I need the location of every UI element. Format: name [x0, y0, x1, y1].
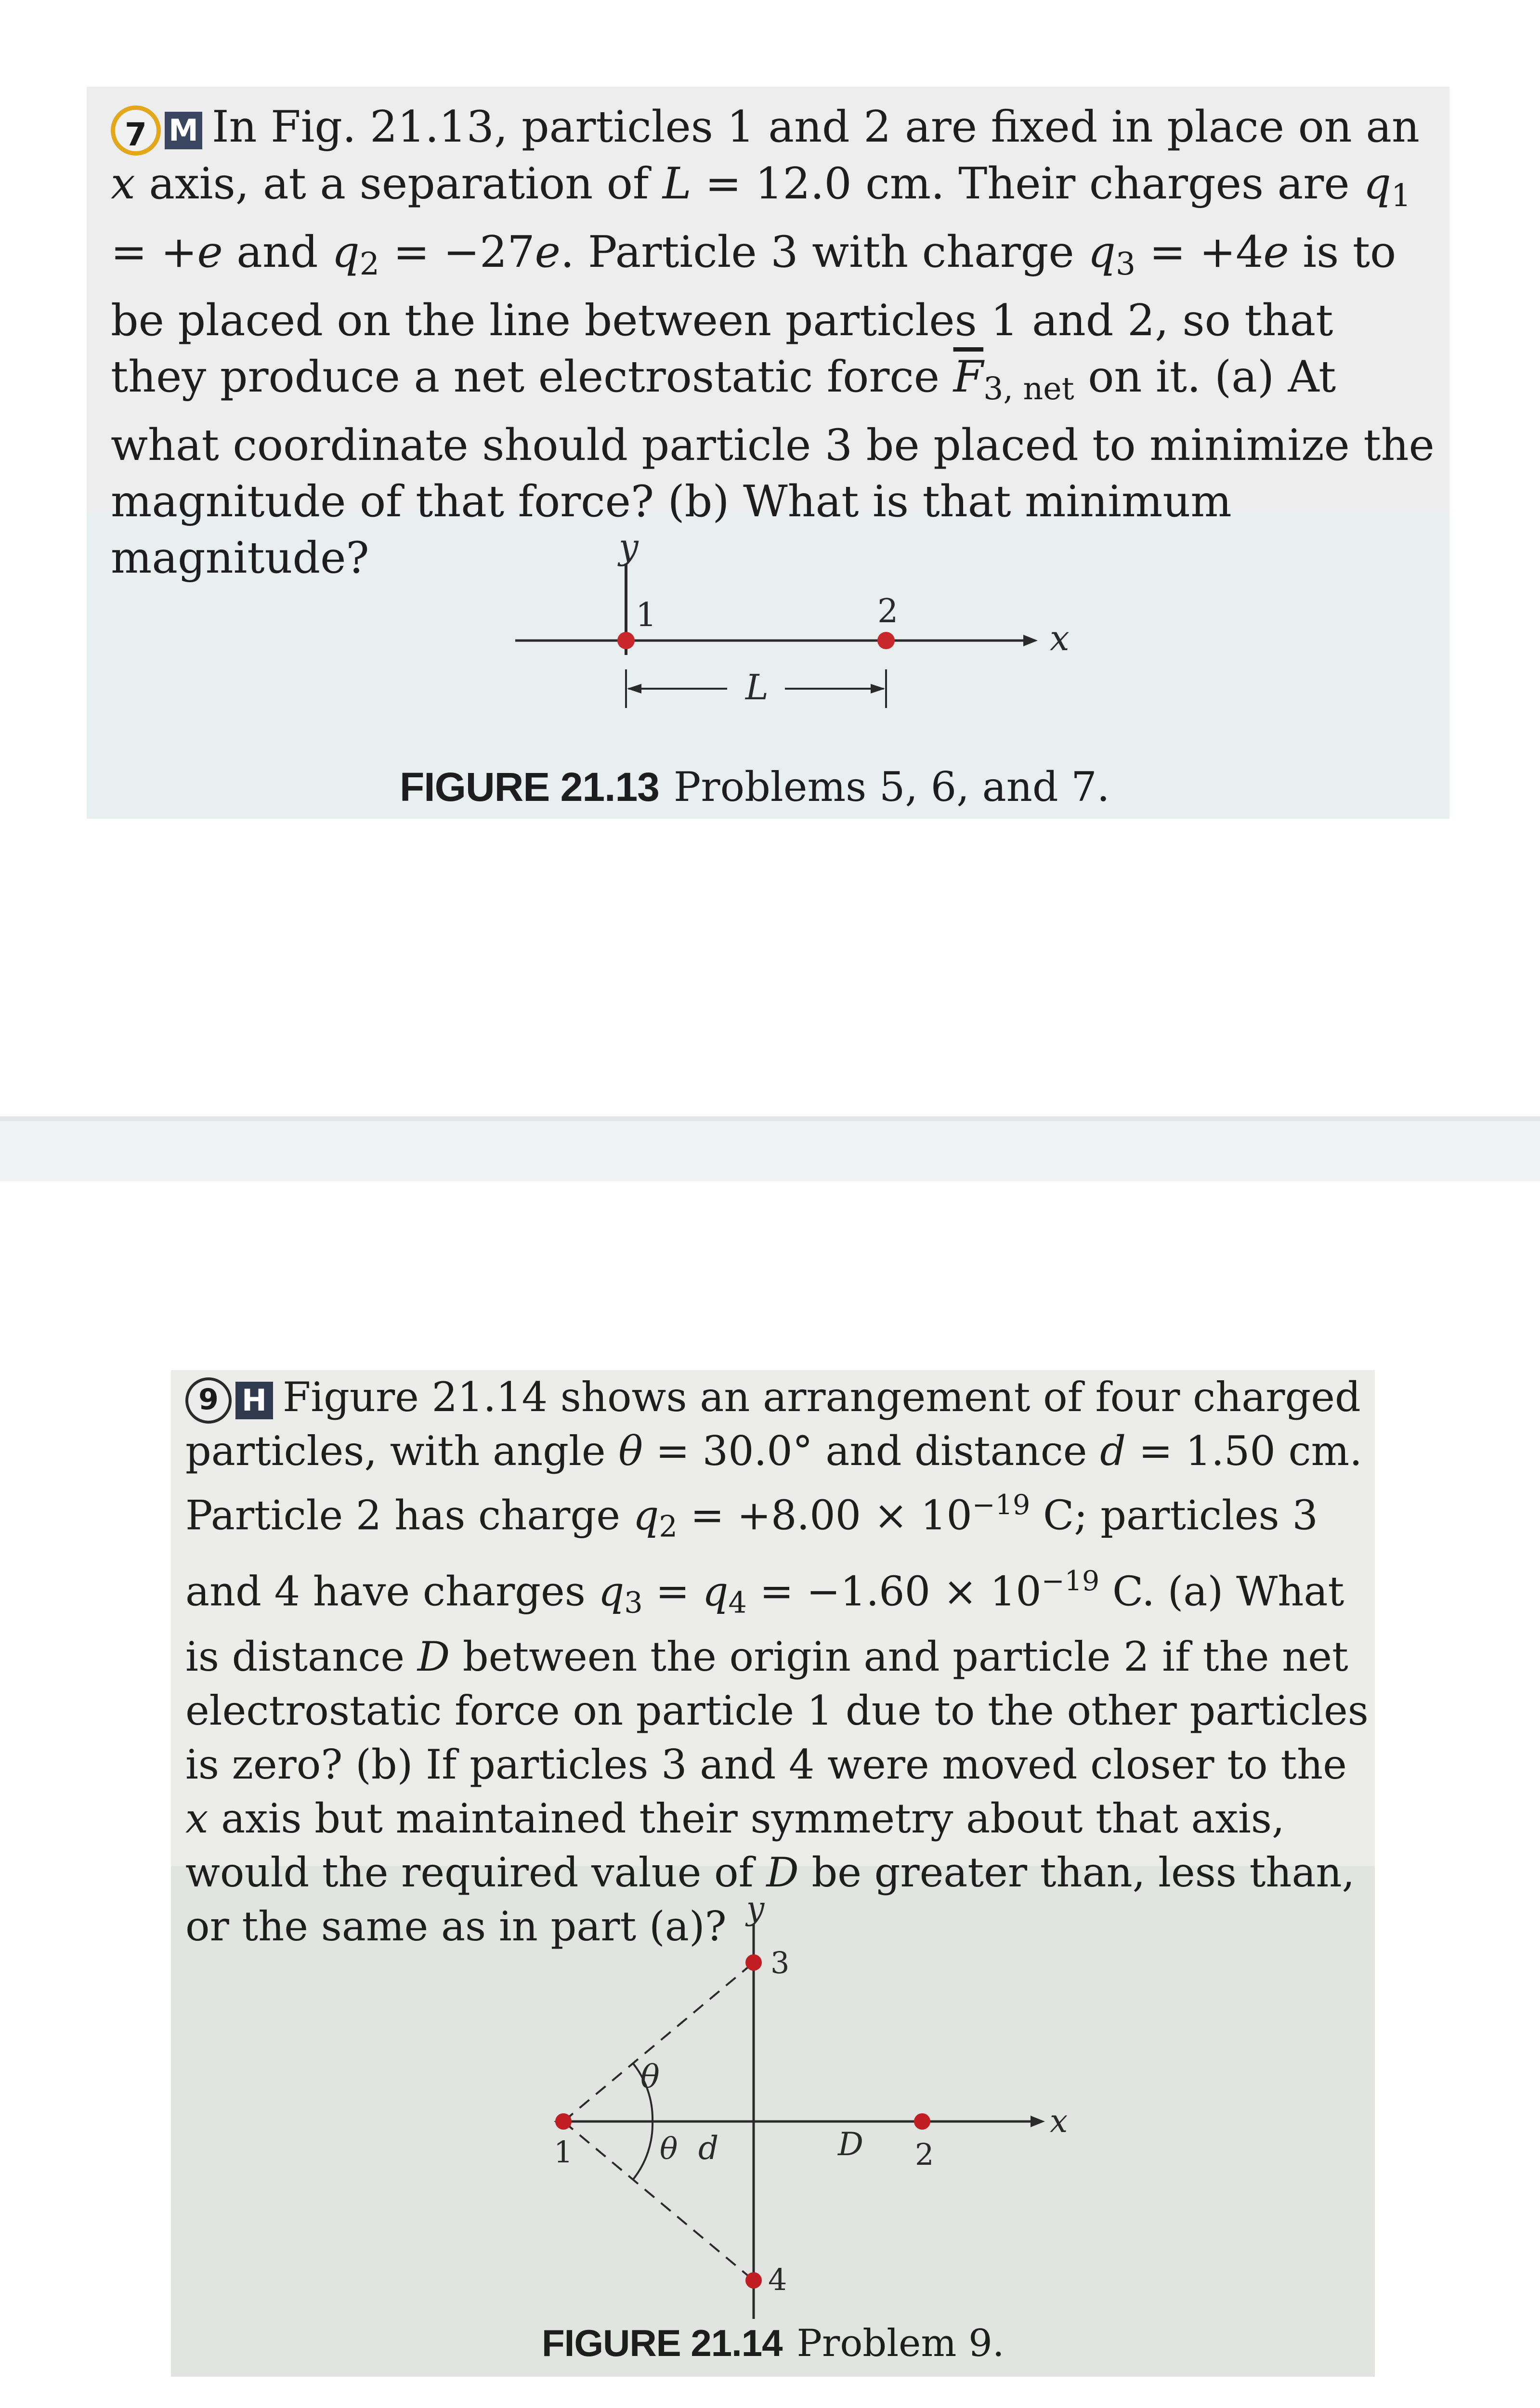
text-segment: = −1.60 × 10 — [746, 1567, 1042, 1615]
math-var: x — [111, 158, 135, 209]
math-var: D — [417, 1633, 450, 1681]
text-segment: C; particles 3 and 4 have charges — [185, 1492, 1318, 1615]
y-axis-label: y — [746, 1890, 765, 1927]
x-axis-label: x — [1050, 618, 1070, 658]
math-var: q — [332, 226, 360, 277]
text-segment: axis but maintained their symmetry about that axis, would the required value of — [185, 1795, 1285, 1897]
math-var: q — [1363, 158, 1391, 209]
difficulty-badge: M — [165, 112, 202, 149]
angle-label-upper: θ — [640, 2058, 660, 2095]
difficulty-badge: H — [235, 1382, 273, 1419]
vector-var: $\overline{F}$ — [953, 352, 984, 403]
math-var: e — [1263, 226, 1289, 277]
exponent: −19 — [1041, 1565, 1100, 1597]
x-axis-arrowhead — [1031, 2116, 1045, 2127]
text-segment: = 12.0 cm. Their charges are — [691, 158, 1364, 209]
figure-caption-label: FIGURE 21.13 — [400, 764, 659, 810]
math-var: θ — [618, 1427, 643, 1475]
problem-number-badge: 9 — [185, 1377, 232, 1424]
figure-caption — [400, 763, 1109, 811]
subscript: 3, net — [983, 371, 1074, 407]
dashed-line-upper — [563, 1963, 754, 2121]
figure-caption-text: Problem 9. — [796, 2322, 1005, 2365]
distance-D-label: D — [838, 2126, 863, 2163]
particle-4 — [745, 2272, 762, 2289]
particle-1-label: 1 — [636, 596, 657, 634]
text-segment: = 30.0° and distance — [642, 1427, 1100, 1475]
text-segment: = 1.50 cm. Particle 2 has charge — [185, 1427, 1362, 1539]
text-segment: and — [222, 226, 332, 277]
figure-caption — [542, 2321, 1005, 2365]
text-segment: = — [642, 1567, 703, 1615]
text-segment: be greater than, less than, or the same as in part (a)? — [185, 1849, 1355, 1950]
dimension-arrowhead-right — [871, 684, 885, 694]
subscript: 3 — [1115, 246, 1136, 283]
text-segment: axis, at a separation of — [135, 158, 663, 209]
problem-number-badge: 7 — [111, 105, 161, 156]
angle-label-lower: θ — [660, 2131, 678, 2166]
problem-7-panel — [87, 87, 1449, 819]
particle-3-label: 3 — [770, 1945, 790, 1980]
dimension-arrowhead-left — [627, 684, 641, 694]
text-segment: Figure 21.14 shows an arrangement of four charged particles, with angle — [185, 1374, 1361, 1475]
subscript: 1 — [1391, 177, 1411, 214]
text-segment: C. (a) What is distance — [185, 1567, 1344, 1681]
subscript: 4 — [728, 1586, 747, 1620]
particle-2 — [914, 2113, 930, 2130]
text-segment: = + — [111, 226, 197, 277]
figure-caption-text: Problems 5, 6, and 7. — [673, 763, 1110, 811]
particle-2 — [877, 632, 895, 649]
problem-9-panel — [171, 1370, 1375, 2377]
math-var: L — [662, 158, 692, 209]
x-axis-label: x — [1050, 2103, 1068, 2140]
angle-arc-lower — [633, 2121, 653, 2179]
math-var: q — [1088, 226, 1116, 277]
subscript: 2 — [659, 1510, 678, 1544]
separation-label: L — [745, 667, 769, 707]
math-var: D — [766, 1849, 799, 1897]
particle-4-label: 4 — [768, 2262, 787, 2297]
figure-21-14-diagram — [171, 1866, 1375, 2377]
math-var: x — [185, 1795, 209, 1843]
math-var: e — [197, 226, 223, 277]
particle-1 — [555, 2113, 572, 2130]
math-var: d — [1100, 1427, 1126, 1475]
text-segment: = −27 — [379, 226, 535, 277]
particle-1 — [617, 632, 635, 649]
section-divider — [0, 1116, 1540, 1181]
text-segment: In Fig. 21.13, particles 1 and 2 are fixed in place on an — [212, 102, 1420, 152]
particle-2-label: 2 — [915, 2137, 934, 2172]
text-segment: is to be placed on the line between particles 1 and 2, so that they produce a net electrostatic force — [111, 226, 1396, 403]
particle-2-label: 2 — [877, 592, 899, 630]
x-axis-arrowhead — [1023, 635, 1038, 646]
math-var: q — [702, 1567, 729, 1615]
particle-1-label: 1 — [554, 2134, 573, 2170]
math-var: q — [598, 1567, 625, 1615]
distance-d-label: d — [698, 2130, 719, 2167]
math-var: e — [535, 226, 561, 277]
text-segment: between the origin and particle 2 if the net electrostatic force on particle 1 due to the other particles is zero? (b) If particles 3 and 4 were moved closer to the — [185, 1633, 1369, 1789]
dashed-line-lower — [563, 2121, 754, 2280]
y-axis-label: y — [619, 526, 639, 567]
figure-caption-label: FIGURE 21.14 — [542, 2322, 783, 2364]
subscript: 2 — [359, 246, 380, 283]
text-segment: = +8.00 × 10 — [677, 1492, 972, 1539]
text-segment: . Particle 3 with charge — [560, 226, 1088, 277]
text-segment: on it. (a) At what coordinate should particle 3 be placed to minimize the magnitude of that force? (b) What is that minimum magnitude? — [111, 352, 1435, 584]
exponent: −19 — [972, 1489, 1031, 1521]
subscript: 3 — [624, 1586, 643, 1620]
text-segment: = +4 — [1135, 226, 1264, 277]
particle-3 — [745, 1954, 762, 1971]
math-var: q — [633, 1492, 659, 1539]
